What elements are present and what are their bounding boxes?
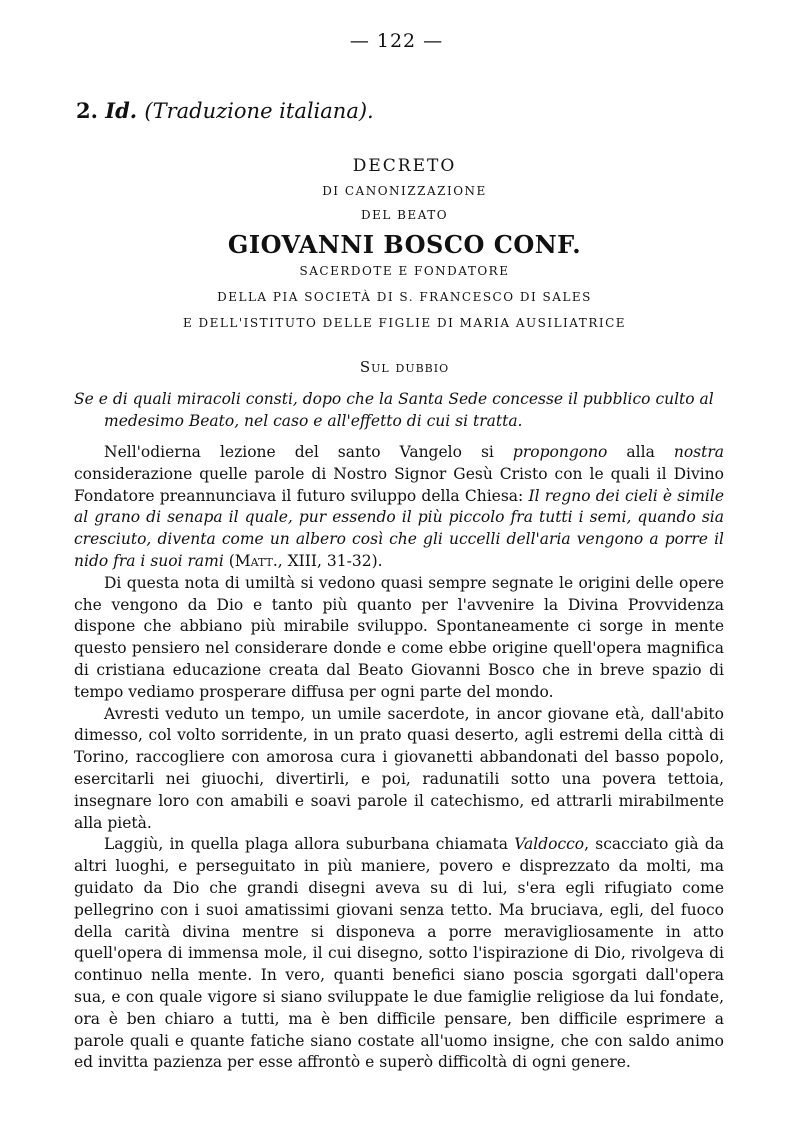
decree-line-sacerdote: SACERDOTE E FONDATORE <box>299 264 510 278</box>
p1-part-d: nostra <box>673 443 724 461</box>
saint-name: GIOVANNI BOSCO CONF. <box>227 230 582 259</box>
dubbio-label: Sul dubbio <box>359 358 450 376</box>
section-number: 2. <box>76 98 98 123</box>
p1-part-c: alla <box>607 443 674 461</box>
p1-citation-ref: , XIII, 31-32). <box>277 551 383 570</box>
paragraph-3: Avresti veduto un tempo, un umile sacerdote, in ancor giovane età, dall'abito dimesso, col volto sorridente, in un prato quasi deserto, agli estremi della città di Torino, raccogliere con amorosa cura i giovanetti abbandonati del basso popolo, esercitarli nei giuochi, divertirli, e poi, radunatili sotto una povera tettoia, insegnare loro con amabili e soavi parole il catechismo, ed attrarli mirabilmente alla pietà. <box>74 704 724 832</box>
decree-line-pia-societa: DELLA PIA SOCIETÀ DI S. FRANCESCO DI SALES <box>217 290 592 304</box>
p1-part-g: ( <box>223 551 235 570</box>
paragraph-4 <box>74 834 724 1074</box>
decree-line-beato: DEL BEATO <box>360 208 449 222</box>
body-text <box>74 442 724 1074</box>
section-heading <box>76 98 374 123</box>
p1-quote: Il regno dei cieli è simile al grano di senapa il quale, pur essendo il più piccolo fra tutti i semi, quando sia cresciuto, diventa come un albero così che gli uccelli dell'aria vengono a porre il nido fra i suoi rami <box>74 486 724 570</box>
p1-part-e: considerazione quelle parole di Nostro Signor Gesù Cristo con le quali il Divino Fondatore preannunciava il futuro sviluppo della Chiesa: <box>74 464 724 505</box>
decree-line-canonization: DI CANONIZZAZIONE <box>322 184 487 198</box>
page-number: — 122 — <box>349 30 444 52</box>
paragraph-1 <box>74 442 724 573</box>
paragraph-2: Di questa nota di umiltà si vedono quasi sempre segnate le origini delle opere che vengono da Dio e tanto più quanto per l'avvenire la Divina Provvidenza dispone che abbiano più mirabile sviluppo. Spontaneamente ci sorge in mente questo pensiero nel considerare donde e come ebbe origine quell'opera magnifica di cristiana educazione creata dal Beato Giovanni Bosco che in breve spazio di tempo vediamo prosperare diffusa per ogni parte del mondo. <box>74 573 724 701</box>
decree-title: DECRETO <box>352 156 457 176</box>
section-subtitle: (Traduzione italiana). <box>144 99 374 123</box>
p4-place-name: Valdocco <box>514 835 585 854</box>
p4-part-a: Laggiù, in quella plaga allora suburbana chiamata <box>104 835 515 854</box>
p1-part-b: propongono <box>512 443 608 461</box>
p1-citation-book: Matt. <box>234 551 278 570</box>
p4-part-c: , scacciato già da altri luoghi, e perseguitato in più maniere, povero e disprezzato da molti, ma guidato da Dio che grandi disegni aveva su di lui, s'era egli rifugiato come pellegrino con i suoi amatissimi giovani senza tetto. Ma bruciava, egli, del fuoco della carità divina mentre si disponeva a porre meravigliosamente in atto quell'opera di immensa mole, il cui disegno, sotto l'ispirazione di Dio, rivolgeva di continuo nella mente. In vero, quanti benefici siano poscia sgorgati dall'opera sua, e con quale vigore si siano sviluppate le due famiglie religiose da lui fondate, ora è ben chiaro a tutti, ma è ben difficile pensare, ben difficile esprimere a parole quali e quante fatiche siano costate all'uomo insigne, che con saldo animo ed invitta pazienza per esse affrontò e superò difficoltà di ogni genere. <box>74 835 724 1072</box>
question-text: Se e di quali miracoli consti, dopo che la Santa Sede concesse il pubblico culto al medesimo Beato, nel caso e all'effetto di cui si tratta. <box>74 390 714 430</box>
section-abbr: Id. <box>105 98 138 123</box>
p1-part-a: Nell'odierna lezione del santo Vangelo si <box>104 443 513 461</box>
decree-line-istituto: E DELL'ISTITUTO DELLE FIGLIE DI MARIA AUSILIATRICE <box>182 316 627 330</box>
